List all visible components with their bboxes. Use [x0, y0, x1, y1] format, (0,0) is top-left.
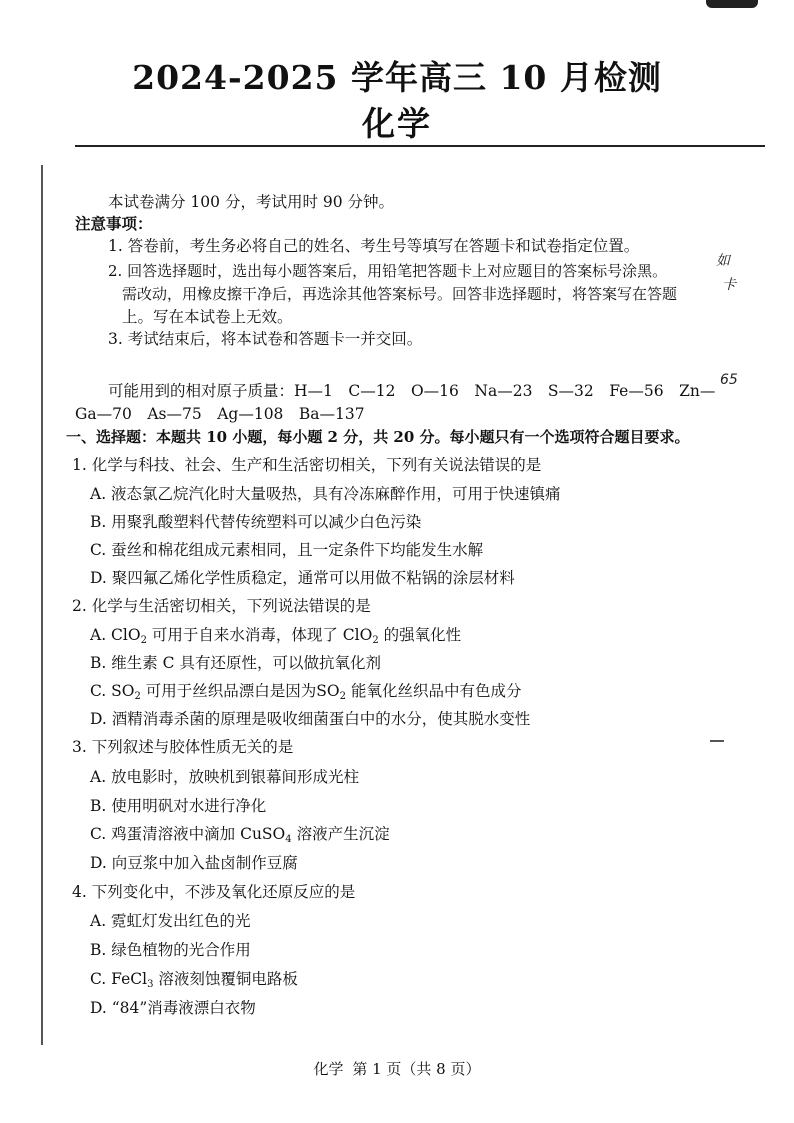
q4c-text-2: 溶液刻蚀覆铜电路板 — [153, 970, 298, 988]
question-4-option-d: D. “84”消毒液漂白衣物 — [90, 999, 256, 1017]
question-1-stem: 1. 化学与科技、社会、生产和生活密切相关，下列有关说法错误的是 — [72, 456, 542, 474]
section-1-heading: 一、选择题：本题共 10 小题，每小题 2 分，共 20 分。每小题只有一个选项符合题目要求。 — [66, 428, 690, 446]
question-4-option-c — [90, 969, 298, 989]
q3c-text-2: 溶液产生沉淀 — [291, 825, 390, 843]
question-2-option-d: D. 酒精消毒杀菌的原理是吸收细菌蛋白中的水分，使其脱水变性 — [90, 710, 531, 728]
q3c-sub: 4 — [285, 834, 292, 845]
footer-page-number: 第 1 页（共 8 页） — [352, 1060, 481, 1078]
handwritten-zn-65: 65 — [720, 372, 738, 388]
q2a-text-1: A. ClO — [90, 626, 141, 644]
q3c-text-1: C. 鸡蛋清溶液中滴加 CuSO — [90, 825, 286, 843]
notice-item-2b: 需改动，用橡皮擦干净后，再选涂其他答案标号。回答非选择题时，将答案写在答题 — [122, 285, 678, 303]
question-1-option-a: A. 液态氯乙烷汽化时大量吸热，具有冷冻麻醉作用，可用于快速镇痛 — [90, 485, 561, 503]
notice-item-3: 3. 考试结束后，将本试卷和答题卡一并交回。 — [108, 330, 423, 348]
q4c-sub: 3 — [147, 979, 154, 990]
atomic-mass-row-2: Ga—70 As—75 Ag—108 Ba—137 — [75, 405, 365, 423]
question-1-option-c: C. 蚕丝和棉花组成元素相同，且一定条件下均能发生水解 — [90, 541, 484, 559]
q2c-sub-1: 2 — [134, 691, 141, 702]
q2c-text-2: 可用于丝织品漂白是因为SO — [140, 682, 340, 700]
question-3-option-d: D. 向豆浆中加入盐卤制作豆腐 — [90, 854, 298, 872]
handwritten-ka: 卡 — [722, 277, 736, 293]
binding-line — [41, 165, 43, 1045]
question-4-option-a: A. 霓虹灯发出红色的光 — [90, 912, 251, 930]
question-3-option-b: B. 使用明矾对水进行净化 — [90, 797, 267, 815]
notice-item-1: 1. 答卷前，考生务必将自己的姓名、考生号等填写在答题卡和试卷指定位置。 — [108, 237, 640, 255]
notice-item-2a: 2. 回答选择题时，选出每小题答案后，用铅笔把答题卡上对应题目的答案标号涂黑。 — [108, 262, 668, 280]
exam-subject: 化学 — [362, 104, 432, 143]
question-2-option-b: B. 维生素 C 具有还原性，可以做抗氧化剂 — [90, 654, 381, 672]
question-2-stem: 2. 化学与生活密切相关，下列说法错误的是 — [72, 597, 371, 615]
q2c-sub-2: 2 — [339, 691, 347, 702]
question-4-stem: 4. 下列变化中，不涉及氧化还原反应的是 — [72, 883, 356, 901]
q2a-text-3: 的强氧化性 — [378, 626, 462, 644]
question-2-option-a — [90, 625, 461, 645]
q2a-sub-1: 2 — [140, 635, 147, 646]
question-1-option-b: B. 用聚乳酸塑料代替传统塑料可以减少白色污染 — [90, 513, 422, 531]
question-3-option-a: A. 放电影时，放映机到银幕间形成光柱 — [90, 768, 360, 786]
q2a-text-2: 可用于自来水消毒，体现了 ClO — [146, 626, 373, 644]
q2c-text-1: C. SO — [90, 682, 135, 700]
score-time-note: 本试卷满分 100 分，考试用时 90 分钟。 — [108, 193, 395, 211]
stray-mark — [710, 740, 724, 742]
title-divider — [75, 145, 765, 147]
corner-scan-mark — [706, 0, 758, 8]
q4c-text-1: C. FeCl — [90, 970, 148, 988]
question-3-stem: 3. 下列叙述与胶体性质无关的是 — [72, 738, 294, 756]
q2c-text-3: 能氧化丝织品中有色成分 — [346, 682, 522, 700]
question-1-option-d: D. 聚四氟乙烯化学性质稳定，通常可以用做不粘锅的涂层材料 — [90, 569, 515, 587]
handwritten-ru: 如 — [716, 253, 730, 269]
atomic-mass-row-1 — [108, 381, 715, 401]
atomic-mass-values-1: H—1 C—12 O—16 Na—23 S—32 Fe—56 Zn— — [294, 382, 716, 400]
exam-title: 2024-2025 学年高三 10 月检测 — [132, 58, 662, 97]
atomic-mass-label: 可能用到的相对原子质量： — [108, 382, 295, 400]
page-footer — [0, 1058, 794, 1079]
question-3-option-c — [90, 824, 390, 844]
notice-item-2c: 上。写在本试卷上无效。 — [122, 308, 293, 326]
q2a-sub-2: 2 — [372, 635, 379, 646]
question-2-option-c — [90, 681, 521, 701]
footer-subject: 化学 — [313, 1060, 344, 1078]
notice-title: 注意事项： — [75, 214, 153, 233]
question-4-option-b: B. 绿色植物的光合作用 — [90, 941, 251, 959]
